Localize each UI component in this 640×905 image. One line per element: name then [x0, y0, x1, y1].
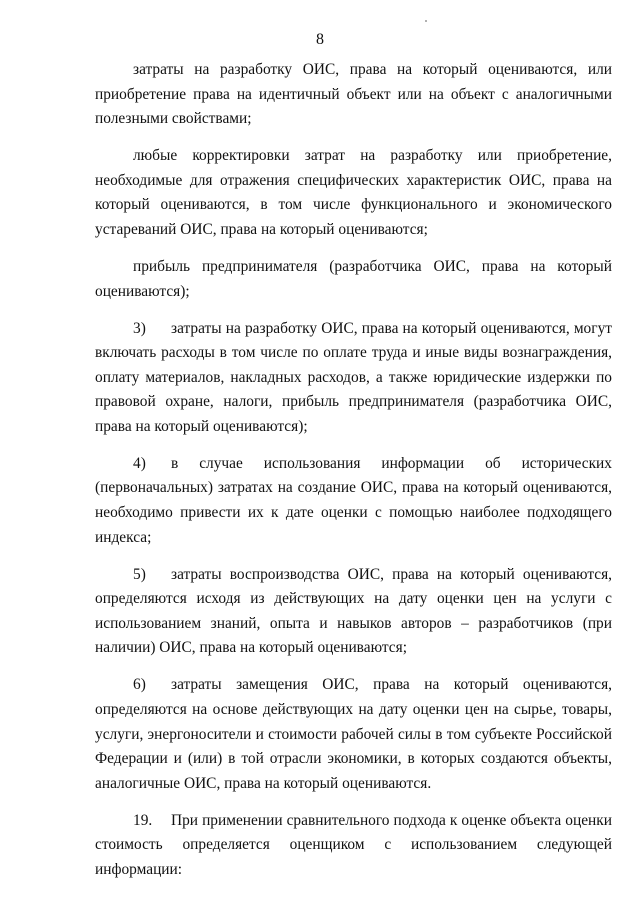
- item-number: 3): [133, 319, 146, 337]
- paragraph-text: в случае использования информации об исторических (первоначальных) затратах на создание ОИС, права на который оцениваются, необходимо привести их к дате оценки с помощью наиболее подходящего индекса;: [95, 454, 612, 546]
- numbered-paragraph: [95, 317, 612, 440]
- item-number: 19.: [133, 811, 153, 829]
- item-number: 6): [133, 676, 146, 694]
- paragraph-text: При применении сравнительного подхода к оценке объекта оценки стоимость определяется оценщиком с использованием следующей информации:: [95, 811, 612, 878]
- paragraph: [95, 144, 612, 242]
- paragraph: [95, 58, 612, 132]
- paragraph-text: затраты на разработку ОИС, права на который оцениваются, или приобретение права на идентичный объект или на объект с аналогичными полезными свойствами;: [95, 61, 612, 128]
- paragraph: [95, 255, 612, 304]
- paragraph-text: затраты воспроизводства ОИС, права на который оцениваются, определяются исходя из действующих на дату оценки цен на услуги с использованием знаний, опыта и навыков авторов – разработчиков (при наличии) ОИС, права на который оцениваются;: [95, 565, 612, 657]
- paragraph-text: любые корректировки затрат на разработку или приобретение, необходимые для отражения специфических характеристик ОИС, права на который оцениваются, в том числе функционального и экономического устареваний ОИС, права на который оцениваются;: [95, 147, 612, 238]
- document-body: [95, 58, 612, 895]
- paragraph-text: затраты замещения ОИС, права на который оцениваются, определяются на основе действующих на дату оценки цен на сырье, товары, услуги, энергоносители и стоимости рабочей силы в том субъекте Российской Федерации и (или) в той отрасли экономики, в которых создаются объекты, аналогичные ОИС, права на который оцениваются.: [95, 676, 612, 792]
- item-number: 5): [133, 565, 146, 583]
- numbered-paragraph: [95, 563, 612, 661]
- numbered-paragraph: [95, 809, 612, 883]
- page-number: 8: [316, 31, 324, 48]
- item-number: 4): [133, 454, 146, 472]
- numbered-paragraph: [95, 673, 612, 796]
- scan-speck: [425, 20, 427, 22]
- paragraph-text: прибыль предпринимателя (разработчика ОИС, права на который оцениваются);: [95, 257, 612, 300]
- numbered-paragraph: [95, 452, 612, 550]
- paragraph-text: затраты на разработку ОИС, права на который оцениваются, могут включать расходы в том числе по оплате труда и иные виды вознаграждения, оплату материалов, накладных расходов, а также юридические издержки по правовой охране, налоги, прибыль предпринимателя (разработчика ОИС, права на который оцениваются);: [95, 319, 612, 435]
